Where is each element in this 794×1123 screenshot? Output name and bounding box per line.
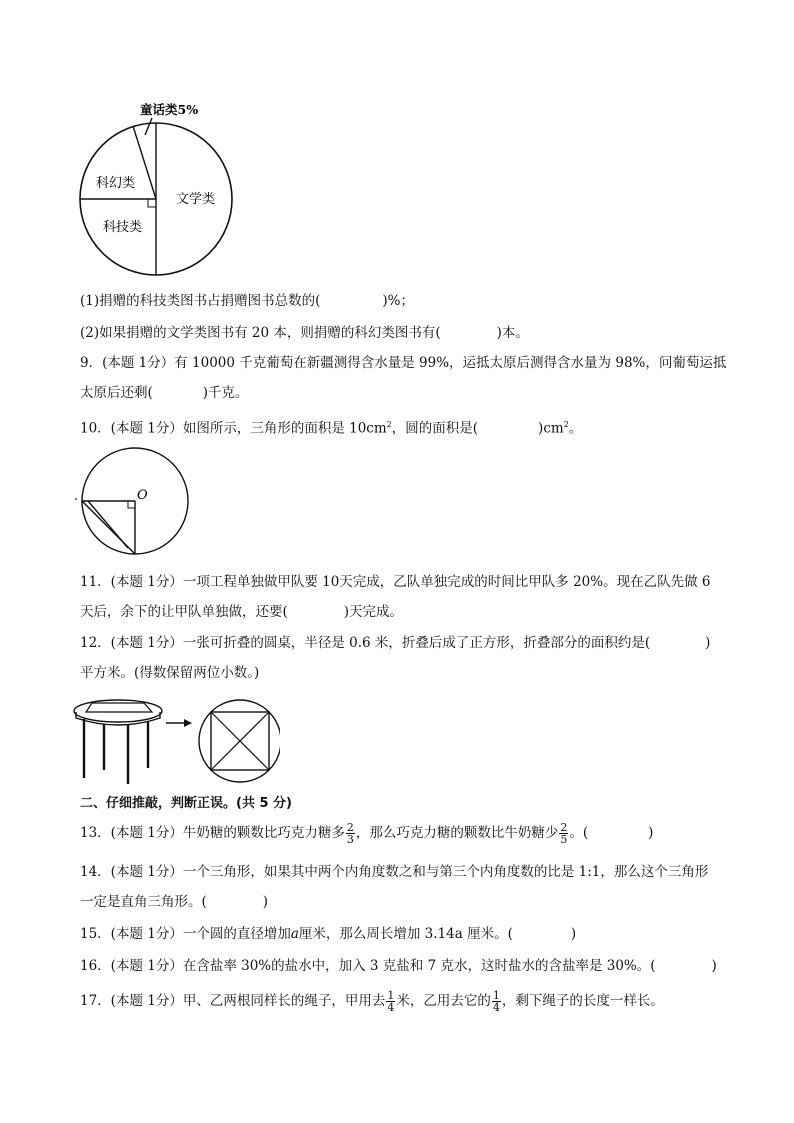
q9-line2: 太原后还剩( )千克。 <box>80 385 249 401</box>
circle-triangle-figure <box>70 445 200 560</box>
q8-sub2: (2)如果捐赠的文学类图书有 20 本，则捐赠的科幻类图书有( )本。 <box>80 325 529 341</box>
section-2-title: 二、仔细推敲，判断正误。(共 5 分) <box>80 796 292 811</box>
q11-line1: 11．(本题 1分）一项工程单独做甲队要 10天完成，乙队单独完成的时间比甲队多 20%。现在乙队先做 6 <box>80 574 711 590</box>
q10-question: 10．(本题 1分）如图所示，三角形的面积是 $10cm^2$，圆的面积是( )$cm^2$。 <box>80 420 583 437</box>
q15-line: 15．(本题 1分）一个圆的直径增加a厘米，那么周长增加 3.14a 厘米。( ) <box>80 926 577 942</box>
q13-line: 13．(本题 1分）牛奶糖的颗数比巧克力糖多 $\frac{2}{3}$ ，那么巧克力糖的颗数比牛奶糖少 $\frac{2}{5}$ 。( ) <box>80 821 654 846</box>
q14-line1: 14．(本题 1分）一个三角形，如果其中两个内角度数之和与第三个内角度数的比是 1:1，那么这个三角形 <box>80 864 709 880</box>
q8-sub1: (1)捐赠的科技类图书占捐赠图书总数的( )%； <box>80 293 414 309</box>
pie-chart-figure <box>70 95 270 280</box>
q16-line: 16．(本题 1分）在含盐率 30%的盐水中，加入 3 克盐和 7 克水，这时盐水的含盐率是 30%。( ) <box>80 958 717 974</box>
pie-label-tech: 科技类 <box>103 220 143 235</box>
fraction-two-thirds: $\frac{2}{3}$ <box>346 821 354 846</box>
pie-label-literature: 文学类 <box>176 192 216 207</box>
center-o-label: O <box>137 488 148 503</box>
q14-line2: 一定是直角三角形。( ) <box>80 894 269 910</box>
fraction-two-fifths: $\frac{2}{5}$ <box>560 821 568 846</box>
q12-line2: 平方米。(得数保留两位小数。) <box>80 665 260 681</box>
fraction-one-quarter-a: $\frac{1}{4}$ <box>387 989 395 1014</box>
fraction-one-quarter-b: $\frac{1}{4}$ <box>492 989 500 1014</box>
q11-line2: 天后，余下的让甲队单独做，还要( )天完成。 <box>80 604 404 620</box>
folding-table-figure <box>70 690 280 790</box>
q17-line: 17．(本题 1分）甲、乙两根同样长的绳子，甲用去 $\frac{1}{4}$ 米，乙用去它的 $\frac{1}{4}$ ，剩下绳子的长度一样长。 <box>80 989 664 1014</box>
pie-callout-label: 童话类5% <box>140 102 199 117</box>
pie-label-scifi: 科幻类 <box>96 176 136 191</box>
q9-line1: 9．(本题 1分）有 10000 千克葡萄在新疆测得含水量是 99%，运抵太原后测得含水量为 98%，问葡萄运抵 <box>80 355 727 371</box>
q12-line1: 12．(本题 1分）一张可折叠的圆桌，半径是 0.6 米，折叠后成了正方形，折叠部分的面积约是( ) <box>80 635 711 651</box>
